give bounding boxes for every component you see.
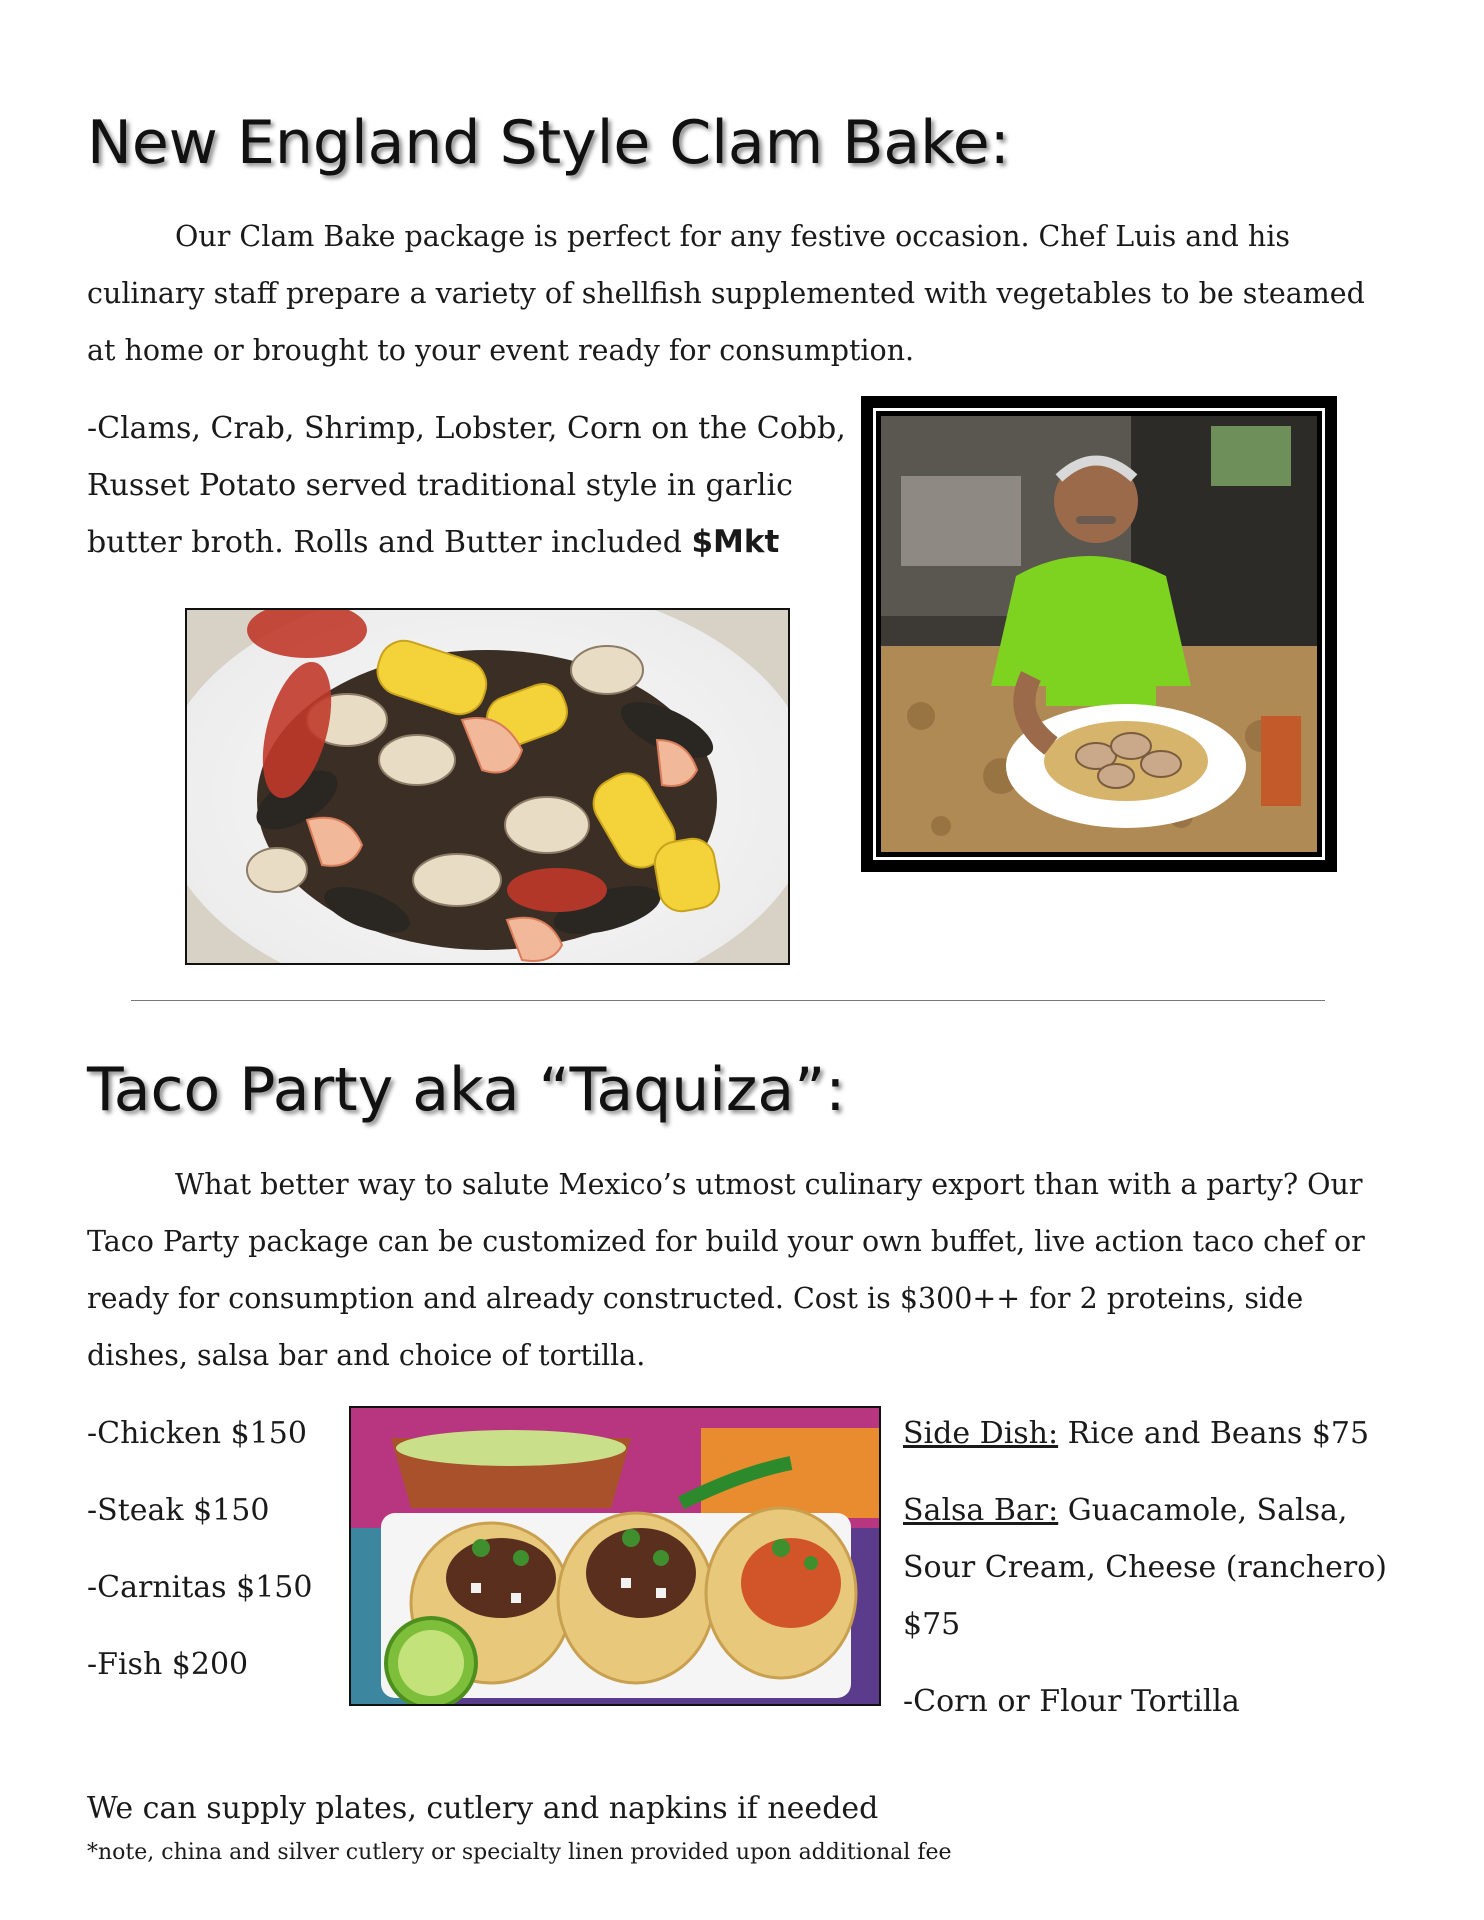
photo-frame xyxy=(873,408,1325,860)
chef-luis-photo xyxy=(861,396,1337,872)
clam-bake-intro: Our Clam Bake package is perfect for any festive occasion. Chef Luis and his culinary staff prepare a variety of shellfish supplemented with vegetables to be steamed at home or brought to your event ready for consumption. xyxy=(87,220,1365,367)
protein-item-steak: -Steak $150 xyxy=(87,1493,270,1528)
extras-column xyxy=(903,1405,1403,1730)
section-divider xyxy=(131,1000,1325,1001)
protein-item-chicken: -Chicken $150 xyxy=(87,1416,307,1451)
tacos-photo xyxy=(349,1406,881,1706)
side-dish-label: Side Dish: xyxy=(903,1416,1059,1451)
salsa-bar-line: Salsa Bar: Guacamole, Salsa, Sour Cream, Cheese (ranchero) $75 xyxy=(903,1493,1387,1642)
supply-note: We can supply plates, cutlery and napkins if needed xyxy=(87,1791,879,1826)
protein-list xyxy=(87,1405,327,1713)
fine-print: *note, china and silver cutlery or specialty linen provided upon additional fee xyxy=(87,1840,952,1865)
protein-item-fish: -Fish $200 xyxy=(87,1647,249,1682)
clam-bake-dish-photo xyxy=(185,608,790,965)
clam-bake-price: $Mkt xyxy=(691,524,780,560)
salsa-bar-label: Salsa Bar: xyxy=(903,1493,1059,1528)
protein-item-carnitas: -Carnitas $150 xyxy=(87,1570,313,1605)
taco-party-intro: What better way to salute Mexico’s utmost culinary export than with a party? Our Taco Party package can be customized for build your own buffet, live action taco chef or ready for consumption and already constructed. Cost is $300++ for 2 proteins, side dishes, salsa bar and choice of tortilla. xyxy=(87,1168,1365,1372)
taco-party-heading: Taco Party aka “Taquiza”: xyxy=(87,1055,846,1125)
side-dish-line: Side Dish: Rice and Beans $75 xyxy=(903,1416,1370,1451)
clam-bake-heading: New England Style Clam Bake: xyxy=(87,108,1010,178)
clam-bake-items: -Clams, Crab, Shrimp, Lobster, Corn on the Cobb, Russet Potato served traditional style in garlic butter broth. Rolls and Butter included $Mkt xyxy=(87,411,846,560)
tortilla-line: -Corn or Flour Tortilla xyxy=(903,1684,1240,1719)
